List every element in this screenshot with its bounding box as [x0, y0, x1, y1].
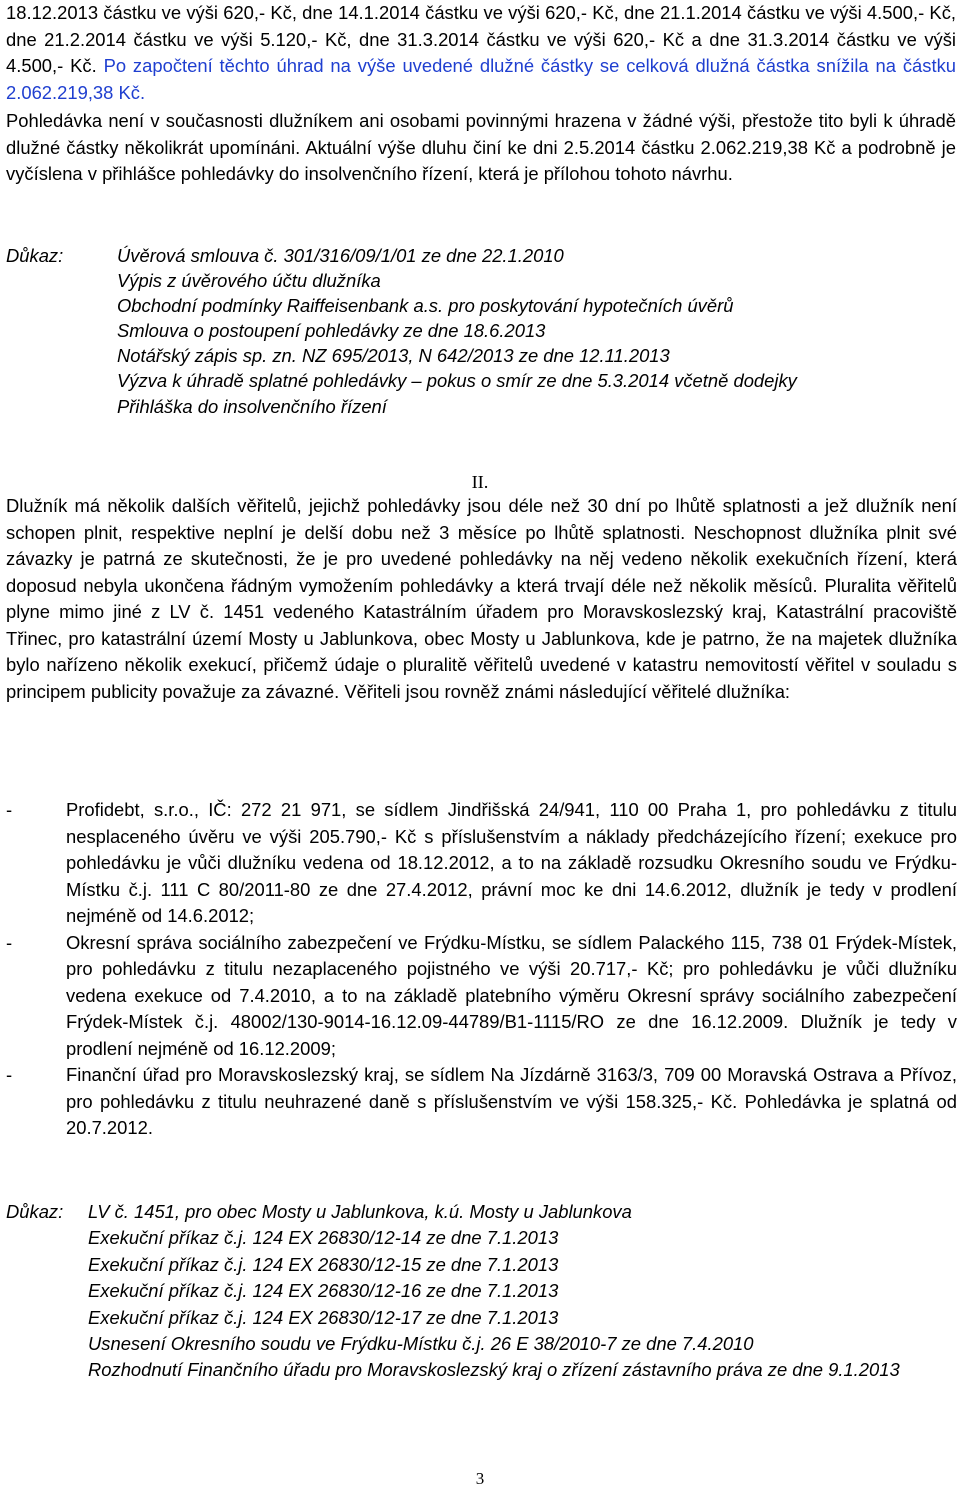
evidence-list: [117, 243, 957, 419]
evidence-item: Exekuční příkaz č.j. 124 EX 26830/12-15 ze dne 7.1.2013: [88, 1253, 559, 1275]
list-item: [6, 797, 957, 930]
paragraph-payments-highlight: Po započtení těchto úhrad na výše uvedené dlužné částky se celková dlužná částka snížila na částku 2.062.219,38 Kč.: [6, 55, 956, 103]
evidence-item: Přihláška do insolvenčního řízení: [117, 395, 387, 417]
paragraph-payments-text: 18.12.2013 částku ve výši 620,- Kč, dne 14.1.2014 částku ve výši 620,- Kč, dne 21.1.2014 částku ve výši 4.500,- Kč, dne 21.2.2014 částku ve výši 5.120,- Kč, dne 31.3.2014 částku ve výši 620,- Kč a dne 31.3.2014 částku ve výši 4.500,- Kč.: [6, 2, 956, 76]
evidence-list: [88, 1199, 928, 1384]
list-bullet: -: [6, 931, 13, 953]
creditor-text: Profidebt, s.r.o., IČ: 272 21 971, se sídlem Jindřišská 24/941, 110 00 Praha 1, pro pohledávku z titulu nesplaceného úvěru ve výši 205.790,- Kč s příslušenstvím a náklady předcházejícího řízení; exekuce pro pohledávku je vůči dlužníku vedena od 18.12.2012, a to na základě rozsudku Okresního soudu ve Frýdku-Místku č.j. 111 C 80/2011-80 ze dne 27.4.2012, právní moc ke dni 14.6.2012, dlužník je tedy v prodlení nejméně od 14.6.2012;: [66, 799, 957, 926]
evidence-item: Exekuční příkaz č.j. 124 EX 26830/12-16 ze dne 7.1.2013: [88, 1280, 559, 1302]
page-number: 3: [475, 1469, 485, 1488]
paragraph-claim-status: Pohledávka není v současnosti dlužníkem ani osobami povinnými hrazena v žádné výši, přestože tito byli k úhradě dlužné částky několikrát upomínáni. Aktuální výše dluhu činí ke dni 2.5.2014 částku 2.062.219,38 Kč a podrobně je vyčíslena v přihlášce pohledávky do insolvenčního řízení, která je přílohou tohoto návrhu.: [6, 110, 956, 184]
evidence-item: Usnesení Okresního soudu ve Frýdku-Místku č.j. 26 E 38/2010-7 ze dne 7.4.2010: [88, 1333, 754, 1355]
paragraph-creditors-intro: Dlužník má několik dalších věřitelů, jejichž pohledávky jsou déle než 30 dní po lhůtě splatnosti a jež dlužník není schopen plnit, respektive neplní je delší dobu než 3 měsíce po lhůtě splatnosti. Neschopnost dlužníka plnit své závazky je patrná ze skutečnosti, že je pro uvedené pohledávky na něj vedeno několik exekučních řízení, která doposud nebyla ukončena řádným vymožením pohledávky a která trvají déle než několik měsíců. Pluralita věřitelů plyne mimo jiné z LV č. 1451 vedeného Katastrálním úřadem pro Moravskoslezský kraj, Katastrální pracoviště Třinec, pro katastrální území Mosty u Jablunkova, obec Mosty u Jablunkova, kde je patrno, že na majetek dlužníka bylo nařízeno několik exekucí, přičemž údaje o pluralitě věřitelů uvedené v katastru nemovitostí věřitel v souladu s principem publicity považuje za závazné. Věřiteli jsou rovněž známi následující věřitelé dlužníka:: [6, 495, 957, 702]
list-bullet: -: [6, 799, 13, 820]
evidence-item: Obchodní podmínky Raiffeisenbank a.s. pro poskytování hypotečních úvěrů: [117, 295, 734, 317]
list-item: [6, 930, 957, 1063]
creditor-text: Okresní správa sociálního zabezpečení ve Frýdku-Místku, se sídlem Palackého 115, 738 01 Frýdek-Místek, pro pohledávku z titulu nezaplaceného pojistného ve výši 20.717,- Kč; pro pohledávku je vůči dlužníku vedena exekuce od 7.4.2010, a to na základě platebního výměru Okresní správy sociálního zabezpečení Frýdek-Místek č.j. 48002/130-9014-16.12.09-44789/B1-1115/RO ze dne 16.12.2009. Dlužník je tedy v prodlení nejméně od 16.12.2009;: [66, 931, 957, 1059]
evidence-label: Důkaz:: [6, 1201, 64, 1222]
list-item: [6, 1062, 957, 1142]
paragraph-payments: [6, 0, 956, 106]
evidence-item: Exekuční příkaz č.j. 124 EX 26830/12-17 ze dne 7.1.2013: [88, 1306, 559, 1328]
evidence-item: Výzva k úhradě splatné pohledávky – pokus o smír ze dne 5.3.2014 včetně dodejky: [117, 370, 797, 392]
evidence-item: Výpis z úvěrového účtu dlužníka: [117, 270, 381, 292]
evidence-item: Úvěrová smlouva č. 301/316/09/1/01 ze dne 22.1.2010: [117, 245, 564, 266]
evidence-item: LV č. 1451, pro obec Mosty u Jablunkova, k.ú. Mosty u Jablunkova: [88, 1201, 632, 1222]
evidence-item: Rozhodnutí Finančního úřadu pro Moravskoslezský kraj o zřízení zástavního práva ze dne 9.1.2013: [88, 1359, 900, 1381]
creditor-text: Finanční úřad pro Moravskoslezský kraj, se sídlem Na Jízdárně 3163/3, 709 00 Moravská Ostrava a Přívoz, pro pohledávku z titulu neuhrazené daně s příslušenstvím ve výši 158.325,- Kč. Pohledávka je splatná od 20.7.2012.: [66, 1064, 957, 1138]
evidence-label: Důkaz:: [6, 245, 64, 266]
section-heading: II.: [471, 472, 489, 492]
creditor-list: [6, 797, 957, 1142]
evidence-item: Notářský zápis sp. zn. NZ 695/2013, N 642/2013 ze dne 12.11.2013: [117, 345, 670, 367]
evidence-item: Exekuční příkaz č.j. 124 EX 26830/12-14 ze dne 7.1.2013: [88, 1227, 559, 1249]
list-bullet: -: [6, 1064, 13, 1085]
evidence-item: Smlouva o postoupení pohledávky ze dne 18.6.2013: [117, 320, 546, 342]
